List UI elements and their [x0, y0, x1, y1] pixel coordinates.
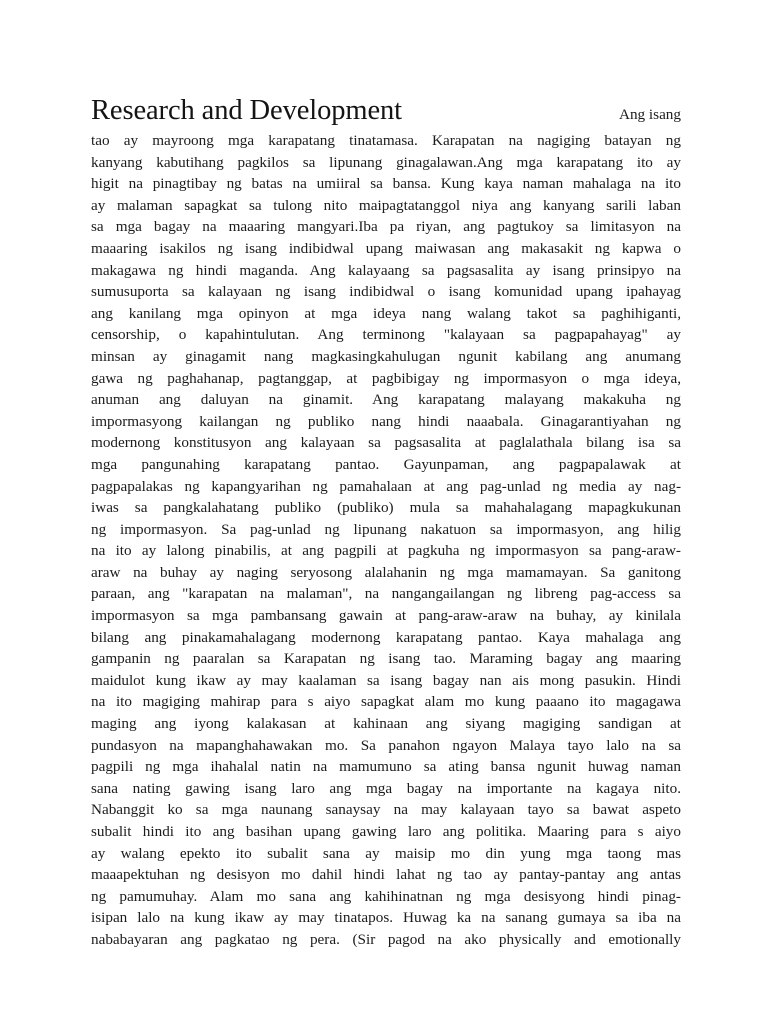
paragraph-lines — [91, 130, 681, 951]
text-line: anuman ang daluyan na ginamit. Ang karapatang malayang makakuha ng — [91, 391, 681, 409]
text-line: impormasyon sa mga pambansang gawain at pang-araw-araw na buhay, ay kinilala — [91, 607, 681, 625]
text-line: modernong konstitusyon ang kalayaan sa pagsasalita at paglalathala bilang isa sa — [91, 434, 681, 452]
text-line: sana nating gawing isang laro ang mga bagay na importante na kagaya nito. — [91, 779, 681, 797]
text-line: paraan, ang "karapatan na malaman", na nangangailangan ng libreng pag-access sa — [91, 585, 681, 603]
text-line: pagpili ng mga ihahalal natin na mamumuno sa ating bansa ngunit huwag naman — [91, 758, 681, 776]
text-line: sa mga bagay na maaaring mangyari.Iba pa riyan, ang pagtukoy sa limitasyon na — [91, 218, 681, 236]
text-line: ng impormasyon. Sa pag-unlad ng lipunang nakatuon sa impormasyon, ang hilig — [91, 520, 681, 538]
title-line — [91, 92, 681, 130]
text-line: nababayaran ang pagkatao ng pera. (Sir pagod na ako physically and emotionally — [91, 930, 681, 948]
text-line: isipan lalo na kung ikaw ay may tinatapos. Huwag ka na sanang gumaya sa iba na — [91, 909, 681, 927]
text-line: kanyang kabutihang pagkilos sa lipunang ginagalawan.Ang mga karapatang ito ay — [91, 153, 681, 171]
text-line: na ito magiging mahirap para s aiyo sapagkat alam mo kung paaano ito magagawa — [91, 693, 681, 711]
text-line: tao ay mayroong mga karapatang tinatamasa. Karapatan na nagiging batayan ng — [91, 132, 681, 149]
text-line: pundasyon na mapanghahawakan mo. Sa panahon ngayon Malaya tayo lalo na sa — [91, 736, 681, 754]
document-title: Research and Development — [91, 95, 402, 126]
text-line: iwas sa pangkalahatang publiko (publiko) mula sa mahahalagang mapagkukunan — [91, 499, 681, 517]
text-line: bilang ang pinakamahalagang modernong karapatang pantao. Kaya mahalaga ang — [91, 628, 681, 646]
text-line: maidulot kung ikaw ay may kaalaman sa isang bagay nan ais mong pasukin. Hindi — [91, 671, 681, 689]
text-line: ay walang epekto ito subalit sana ay maisip mo din yung mga taong mas — [91, 844, 681, 862]
paragraph-start: Ang isang — [618, 106, 681, 123]
text-line: maging ang iyong kalakasan at kahinaan ang siyang magiging sandigan at — [91, 715, 681, 733]
text-line: pagpapalakas ng kapangyarihan ng pamahalaan at ang pag-unlad ng media ay nag- — [91, 477, 681, 495]
text-line: minsan ay ginagamit nang magkasingkahulugan ngunit kabilang ang anumang — [91, 347, 681, 365]
text-line: mga pangunahing karapatang pantao. Gayunpaman, ang pagpapalawak at — [91, 455, 681, 473]
text-line: na ito ay lalong pinabilis, at ang pagpili at pagkuha ng impormasyon sa pang-araw- — [91, 542, 681, 560]
text-line: gampanin ng paaralan sa Karapatan ng isang tao. Maraming bagay ang maaring — [91, 650, 681, 668]
text-line: maaapektuhan ng desisyon mo dahil hindi lahat ng tao ay pantay-pantay ang antas — [91, 866, 681, 884]
essay-body — [91, 92, 681, 951]
text-line: impormasyong kailangan ng publiko nang hindi naaabala. Ginagarantiyahan ng — [91, 412, 681, 430]
text-line: higit na pinagtibay ng batas na umiiral sa bansa. Kung kaya naman mahalaga na ito — [91, 175, 681, 193]
text-line: makagawa ng hindi maganda. Ang kalayaang sa pagsasalita ay isang prinsipyo na — [91, 261, 681, 279]
text-line: ang kanilang mga opinyon at mga ideya nang walang takot sa paghihiganti, — [91, 304, 681, 322]
text-line: subalit hindi ito ang basihan upang gawing laro ang politika. Maaring para s aiyo — [91, 823, 681, 840]
text-line: araw na buhay ay naging seryosong alalahanin ng mga mamamayan. Sa ganitong — [91, 563, 681, 581]
text-line: maaaring isakilos ng isang indibidwal upang maiwasan ang makasakit ng kapwa o — [91, 239, 681, 257]
text-line: gawa ng paghahanap, pagtanggap, at pagbibigay ng impormasyon o mga ideya, — [91, 369, 681, 387]
text-line: censorship, o kapahintulutan. Ang terminong "kalayaan sa pagpapahayag" ay — [91, 326, 681, 344]
text-line: sumusuporta sa kalayaan ng isang indibidwal o isang komunidad upang ipahayag — [91, 283, 681, 301]
text-line: ay malaman sapagkat sa tulong nito maipagtatanggol niya ang kanyang sarili laban — [91, 196, 681, 214]
text-line: ng pamumuhay. Alam mo sana ang kahihinatnan ng mga desisyong hindi pinag- — [91, 887, 681, 905]
text-line: Nabanggit ko sa mga naunang sanaysay na may kalayaan tayo sa bawat aspeto — [91, 801, 681, 819]
